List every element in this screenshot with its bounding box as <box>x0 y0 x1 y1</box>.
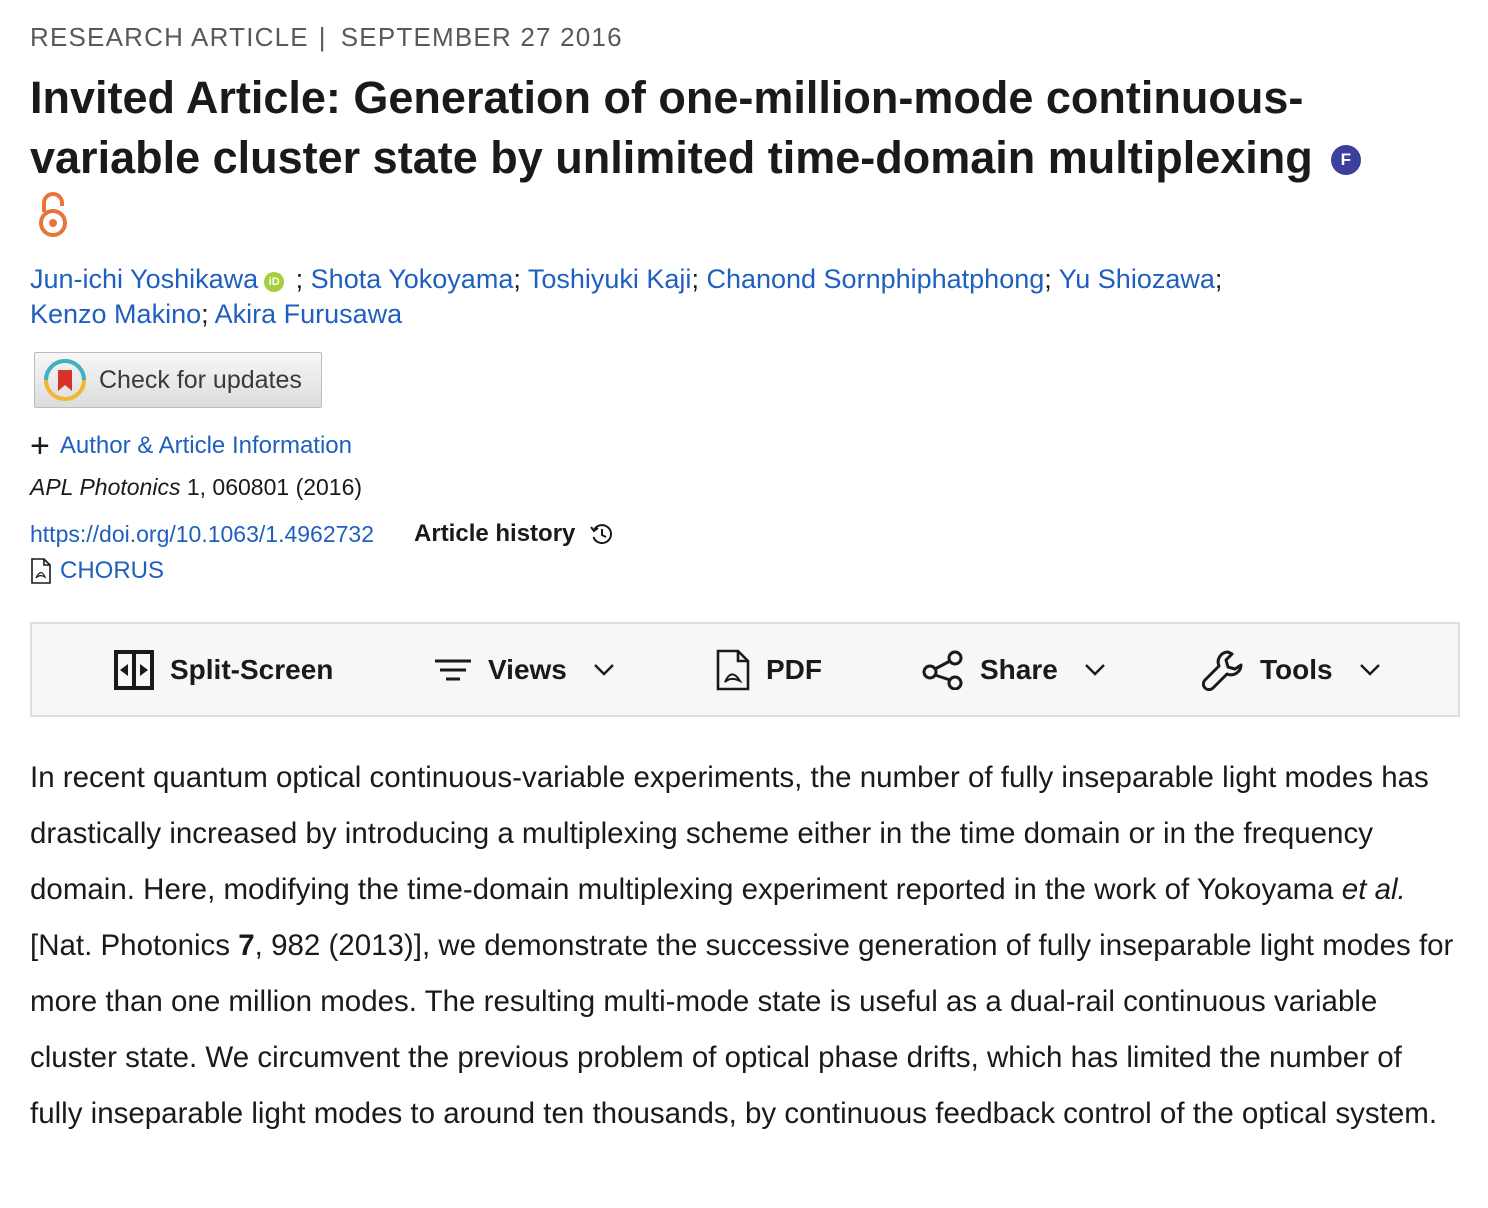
author-link[interactable]: Shota Yokoyama <box>310 264 514 294</box>
tools-dropdown[interactable] <box>1202 624 1381 715</box>
article-history-button[interactable]: Article history <box>414 520 576 547</box>
chorus-link[interactable] <box>30 557 164 585</box>
crossmark-icon <box>43 358 87 402</box>
orcid-icon[interactable]: iD <box>264 272 284 292</box>
article-meta-line <box>30 22 623 53</box>
author-link[interactable]: Akira Furusawa <box>214 299 403 329</box>
featured-badge-icon[interactable]: F <box>1331 145 1361 175</box>
meta-separator: | <box>318 22 327 52</box>
author-list: Jun-ichi Yoshikawa iD ; Shota Yokoyama; Toshiyuki Kaji; Chanond Sornphiphatphong; Yu Shiozawa; Kenzo Makino; Akira Furusawa <box>30 264 1223 329</box>
chevron-down-icon <box>1359 663 1381 677</box>
split-screen-label: Split-Screen <box>170 653 334 685</box>
check-for-updates-button[interactable] <box>34 352 322 408</box>
chorus-label: CHORUS <box>60 557 165 584</box>
chevron-down-icon <box>593 663 615 677</box>
share-icon <box>922 650 964 690</box>
doi-link[interactable]: https://doi.org/10.1063/1.4962732 <box>30 520 375 547</box>
tools-label: Tools <box>1260 653 1333 685</box>
abstract-et-al: et al. <box>1341 873 1406 906</box>
article-title-text: Invited Article: Generation of one-million-mode continuous-variable cluster state by unlimited time-domain multiplexing <box>30 72 1313 183</box>
abstract-text: , 982 (2013)], we demonstrate the successive generation of fully inseparable light modes for more than one million modes. The resulting multi-mode state is useful as a dual-rail continuous variable cluster state. We circumvent the previous problem of optical phase drifts, which has limited the number of fully inseparable light modes to around ten thousands, by continuous feedback control of the optical system. <box>30 929 1454 1130</box>
citation <box>30 474 362 501</box>
pdf-icon <box>716 649 750 691</box>
share-dropdown[interactable] <box>922 624 1106 715</box>
open-access-icon <box>36 190 70 238</box>
pdf-file-icon <box>30 558 52 584</box>
publication-date: SEPTEMBER 27 2016 <box>340 22 623 52</box>
share-label: Share <box>980 653 1058 685</box>
author-article-info-label: Author & Article Information <box>59 432 352 459</box>
citation-details: 1, 060801 (2016) <box>180 474 363 500</box>
views-dropdown[interactable] <box>434 624 615 715</box>
author-link[interactable]: Yu Shiozawa <box>1058 264 1215 294</box>
article-type: RESEARCH ARTICLE <box>30 22 309 52</box>
filter-lines-icon <box>434 656 472 684</box>
abstract-volume: 7 <box>238 929 255 962</box>
journal-name: APL Photonics <box>30 474 181 500</box>
views-label: Views <box>488 653 567 685</box>
author-article-info-toggle[interactable] <box>30 427 352 465</box>
check-for-updates-label: Check for updates <box>99 365 302 394</box>
split-screen-icon <box>114 650 154 690</box>
author-link[interactable]: Jun-ichi Yoshikawa <box>30 264 259 294</box>
abstract <box>30 750 1460 1142</box>
author-link[interactable]: Chanond Sornphiphatphong <box>706 264 1045 294</box>
pdf-button[interactable] <box>716 624 822 715</box>
article-title <box>30 68 1470 188</box>
history-icon[interactable] <box>589 521 615 547</box>
plus-icon: + <box>30 427 50 465</box>
author-link[interactable]: Toshiyuki Kaji <box>527 264 692 294</box>
pdf-label: PDF <box>766 653 822 685</box>
split-screen-button[interactable] <box>114 624 333 715</box>
wrench-icon <box>1202 649 1244 691</box>
abstract-text: [Nat. Photonics <box>30 929 239 962</box>
author-link[interactable]: Kenzo Makino <box>30 299 202 329</box>
abstract-text: In recent quantum optical continuous-variable experiments, the number of fully inseparable light modes has drastically increased by introducing a multiplexing scheme either in the time domain or in the frequency domain. Here, modifying the time-domain multiplexing experiment reported in the work of Yokoyama <box>30 761 1429 906</box>
doi-row <box>30 520 615 548</box>
chevron-down-icon <box>1084 663 1106 677</box>
article-toolbar <box>30 622 1460 717</box>
